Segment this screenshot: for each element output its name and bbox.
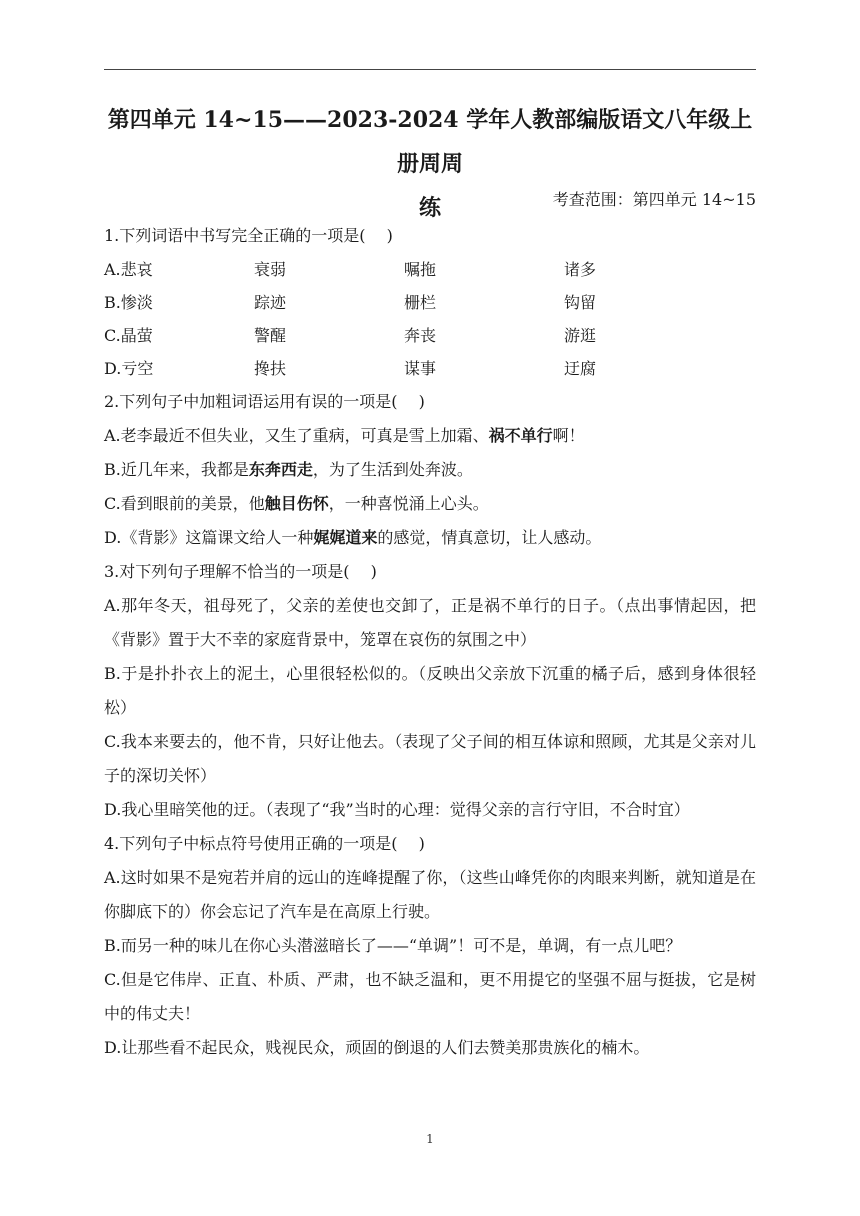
- exam-scope: 考查范围：第四单元 14~15: [552, 190, 756, 209]
- option-d: D.我心里暗笑他的迂。（表现了“我”当时的心理：觉得父亲的言行守旧，不合时宜）: [104, 800, 690, 819]
- option-row-a: [104, 253, 756, 286]
- option-word: 衰弱: [254, 260, 287, 279]
- option-word: 奔丧: [404, 326, 437, 345]
- option-row-b: [104, 286, 756, 319]
- option-word: 警醒: [254, 326, 287, 345]
- option-word: 嘱拖: [404, 260, 437, 279]
- option-word: D.亏空: [104, 359, 154, 378]
- bold-phrase: 娓娓道来: [313, 528, 378, 547]
- bold-phrase: 东奔西走: [248, 460, 313, 479]
- question-stem: 2.下列句子中加粗词语运用有误的一项是( ): [104, 392, 425, 411]
- option-a: A.老李最近不但失业，又生了重病，可真是雪上加霜、祸不单行啊！: [104, 426, 585, 445]
- question-1: [104, 219, 756, 385]
- option-b: B.于是扑扑衣上的泥土，心里很轻松似的。（反映出父亲放下沉重的橘子后，感到身体很轻松）: [104, 664, 756, 717]
- option-d: D.让那些看不起民众，贱视民众，顽固的倒退的人们去赞美那贵族化的楠木。: [104, 1038, 650, 1057]
- question-3: [104, 555, 756, 827]
- option-row-c: [104, 319, 756, 352]
- option-row-d: [104, 352, 756, 385]
- option-word: 诸多: [564, 260, 597, 279]
- question-stem: 4.下列句子中标点符号使用正确的一项是( ): [104, 834, 425, 853]
- option-c: C.看到眼前的美景，他触目伤怀，一种喜悦涌上心头。: [104, 494, 489, 513]
- option-word: B.惨淡: [104, 293, 153, 312]
- option-a: A.那年冬天，祖母死了，父亲的差使也交卸了，正是祸不单行的日子。（点出事情起因，把《背影》置于大不幸的家庭背景中，笼罩在哀伤的氛围之中）: [104, 596, 756, 649]
- bold-phrase: 祸不单行: [488, 426, 553, 445]
- option-word: 踪迹: [254, 293, 287, 312]
- header-rule: [104, 69, 756, 70]
- title-line-1: 第四单元 14~15——2023-2024 学年人教部编版语文八年级上册周周: [107, 107, 753, 177]
- title-line-2: 练: [418, 195, 441, 221]
- question-4: [104, 827, 756, 1065]
- option-c: C.我本来要去的，他不肯，只好让他去。（表现了父子间的相互体谅和照顾，尤其是父亲对儿子的深切关怀）: [104, 732, 756, 785]
- option-word: 钩留: [564, 293, 597, 312]
- bold-phrase: 触目伤怀: [264, 494, 329, 513]
- option-word: 栅栏: [404, 293, 437, 312]
- option-b: B.而另一种的味儿在你心头潜滋暗长了——“单调”！可不是，单调，有一点儿吧？: [104, 936, 682, 955]
- question-stem: 1.下列词语中书写完全正确的一项是( ): [104, 226, 393, 245]
- option-word: 游逛: [564, 326, 597, 345]
- option-b: B.近几年来，我都是东奔西走，为了生活到处奔波。: [104, 460, 473, 479]
- option-word: 谋事: [404, 359, 437, 378]
- option-word: 迂腐: [564, 359, 597, 378]
- option-a: A.这时如果不是宛若并肩的远山的连峰提醒了你，（这些山峰凭你的肉眼来判断，就知道是在你脚底下的）你会忘记了汽车是在高原上行驶。: [104, 868, 756, 921]
- question-stem: 3.对下列句子理解不恰当的一项是( ): [104, 562, 377, 581]
- option-c: C.但是它伟岸、正直、朴质、严肃，也不缺乏温和，更不用提它的坚强不屈与挺拔，它是树中的伟丈夫！: [104, 970, 756, 1023]
- option-d: D.《背影》这篇课文给人一种娓娓道来的感觉，情真意切，让人感动。: [104, 528, 602, 547]
- question-list: [104, 219, 756, 1065]
- question-2: [104, 385, 756, 555]
- page-number: 1: [426, 1132, 434, 1146]
- option-word: 搀扶: [254, 359, 287, 378]
- option-word: A.悲哀: [104, 260, 153, 279]
- option-word: C.晶萤: [104, 326, 153, 345]
